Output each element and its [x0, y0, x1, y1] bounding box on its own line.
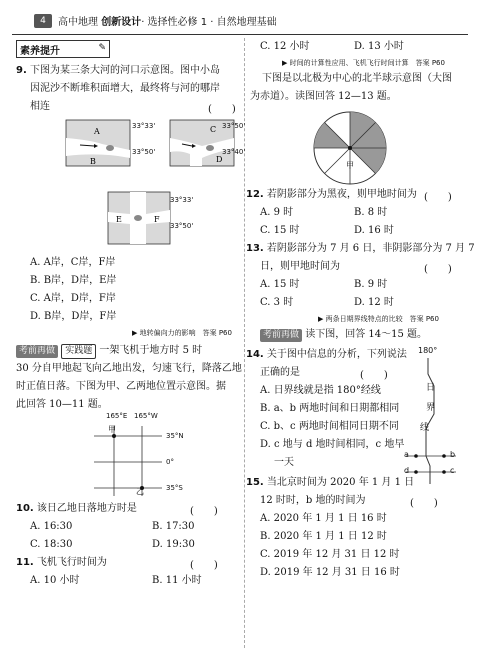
- q9-option-a[interactable]: A. A岸，C岸，F岸: [30, 257, 116, 268]
- q15-line2: 12 时时，b 地的时间为: [260, 495, 366, 506]
- svg-text:E: E: [116, 215, 122, 224]
- q15-option-b[interactable]: B. 2020 年 1 月 1 日 12 时: [260, 531, 387, 542]
- pie-label-jia: 甲: [346, 161, 354, 170]
- q11-answer-note: ▶ 时间的计算性应用、飞机飞行时间计算 答案 P60: [282, 59, 445, 67]
- q9-option-d[interactable]: D. B岸，D岸，F岸: [30, 311, 117, 322]
- q12-option-d[interactable]: D. 16 时: [354, 225, 394, 236]
- q13-option-d[interactable]: D. 12 时: [354, 297, 394, 308]
- header-text: [58, 13, 277, 28]
- header-subtitle: · 选择性必修 1 · 自然地理基础: [141, 17, 277, 28]
- q14-option-d-cont: 一天: [274, 457, 294, 468]
- dateline-char-1: 日: [426, 383, 436, 393]
- q12-option-b[interactable]: B. 8 时: [354, 207, 388, 218]
- dateline-label-b: b: [450, 450, 456, 459]
- q11-option-b[interactable]: B. 11 小时: [152, 575, 202, 586]
- q14-option-d[interactable]: D. c 地与 d 地时间相同，c 地早: [260, 439, 405, 450]
- q13-line1: 13. 若阴影部分为 7 月 6 日，非阴影部分为 7 月 7: [246, 243, 475, 254]
- q15-number: 15.: [246, 477, 264, 488]
- map-lon-165w: 165°W: [134, 412, 158, 420]
- q9-line3: 相连: [30, 101, 50, 112]
- exam-intro-line2: 30 分自甲地起飞向乙地出发，匀速飞行，降落乙地: [16, 363, 242, 374]
- map-label-jia: 甲: [108, 425, 116, 434]
- q9-number: 9.: [16, 65, 27, 76]
- north-pole-diagram: [310, 108, 390, 188]
- dateline-label-a: a: [404, 450, 409, 459]
- q13-option-c[interactable]: C. 3 时: [260, 297, 294, 308]
- svg-text:F: F: [154, 215, 160, 224]
- q14-number: 14.: [246, 349, 264, 360]
- q14-line1: 14. 关于图中信息的分析，下列说法: [246, 349, 407, 360]
- section-title: 素养提升 ✎: [16, 40, 110, 58]
- q10-number: 10.: [16, 503, 34, 514]
- intro2-line2: 为赤道）。读图回答 12—13 题。: [250, 91, 397, 102]
- q10-option-a[interactable]: A. 16:30: [30, 521, 73, 532]
- dateline-180-label: 180°: [418, 346, 438, 355]
- exam-intro-line1: 考前再做 实践题 一架飞机于地方时 5 时: [16, 342, 202, 360]
- q11-line: 11. 飞机飞行时间为: [16, 557, 107, 568]
- q15-option-a[interactable]: A. 2020 年 1 月 1 日 16 时: [260, 513, 387, 524]
- q10-answer-paren: ( ): [190, 506, 218, 517]
- q11-answer-paren: ( ): [190, 560, 218, 571]
- q15-line1: 15. 当北京时间为 2020 年 1 月 1 日: [246, 477, 415, 488]
- exam-tag-2: 考前再做: [260, 329, 302, 342]
- svg-text:A: A: [94, 127, 100, 136]
- svg-text:B: B: [90, 157, 96, 166]
- q10-option-c[interactable]: C. 18:30: [30, 539, 73, 550]
- q14-option-c[interactable]: C. b、c 两地时间相同日期不同: [260, 421, 399, 432]
- exam-intro-line3: 时正值日落。下图为甲、乙两地位置示意图。据: [16, 381, 226, 392]
- q12-answer-paren: ( ): [424, 192, 452, 203]
- q15-option-d[interactable]: D. 2019 年 12 月 31 日 16 时: [260, 567, 400, 578]
- fig3-lat-label: 33°33': [170, 196, 194, 204]
- fig3-lat-label-2: 33°50': [170, 222, 194, 230]
- river-mouth-diagram: [60, 118, 240, 258]
- map-lat-0: 0°: [166, 458, 174, 466]
- q11-option-c[interactable]: C. 12 小时: [260, 41, 310, 52]
- q11-option-d[interactable]: D. 13 小时: [354, 41, 404, 52]
- q13-line2: 日，则甲地时间为: [260, 261, 340, 272]
- q10-option-d[interactable]: D. 19:30: [152, 539, 195, 550]
- intro3-line: 考前再做 读下图，回答 14～15 题。: [260, 326, 427, 344]
- practice-tag: 实践题: [61, 344, 96, 359]
- q13-answer-note: ▶ 两条日期界线特点的比较 答案 P60: [318, 315, 439, 323]
- q9-answer-note: ▶ 地转偏向力的影响 答案 P60: [132, 329, 232, 337]
- q10-line: 10. 该日乙地日落地方时是: [16, 503, 137, 514]
- fig1-lat-label-2: 33°50': [132, 148, 156, 156]
- q13-option-a[interactable]: A. 15 时: [260, 279, 300, 290]
- q14-line2: 正确的是: [260, 367, 300, 378]
- pencil-icon: ✎: [98, 43, 106, 53]
- dateline-char-3: 线: [420, 423, 430, 433]
- dateline-char-2: 界: [426, 403, 436, 413]
- q9-option-c[interactable]: C. A岸，D岸，F岸: [30, 293, 116, 304]
- map-label-yi: 乙: [136, 487, 144, 496]
- page-header: [12, 10, 468, 35]
- q14-option-a[interactable]: A. 日界线就是指 180°经线: [260, 385, 381, 396]
- dateline-label-c: c: [450, 466, 455, 475]
- map-lat-35n: 35°N: [166, 432, 184, 440]
- header-brand: 创新设计: [101, 17, 142, 28]
- q14-answer-paren: ( ): [360, 370, 388, 381]
- dateline-label-d: d: [404, 466, 410, 475]
- q9-option-b[interactable]: B. B岸，D岸，E岸: [30, 275, 117, 286]
- map-lon-165e: 165°E: [106, 412, 128, 420]
- q12-option-a[interactable]: A. 9 时: [260, 207, 294, 218]
- page-number: 4: [34, 14, 52, 28]
- q9-answer-paren: ( ): [208, 104, 236, 115]
- intro2-line1: 下图是以北极为中心的北半球示意图（大图: [262, 73, 452, 84]
- exam-tag: 考前再做: [16, 345, 58, 358]
- q13-answer-paren: ( ): [424, 264, 452, 275]
- q11-option-a[interactable]: A. 10 小时: [30, 575, 80, 586]
- q15-option-c[interactable]: C. 2019 年 12 月 31 日 12 时: [260, 549, 400, 560]
- q10-option-b[interactable]: B. 17:30: [152, 521, 195, 532]
- header-series: 高中地理: [58, 17, 98, 28]
- q11-number: 11.: [16, 557, 34, 568]
- q13-option-b[interactable]: B. 9 时: [354, 279, 388, 290]
- q15-answer-paren: ( ): [410, 498, 438, 509]
- fig2-lat-label-2: 33°40': [222, 148, 246, 156]
- q9-line2: 因泥沙不断堆积面增大，最终将与河的哪岸: [30, 83, 220, 94]
- svg-text:D: D: [216, 155, 223, 164]
- q13-number: 13.: [246, 243, 264, 254]
- q9-line1: 9. 下图为某三条大河的河口示意图。图中小岛: [16, 65, 220, 76]
- fig1-lat-label: 33°33': [132, 122, 156, 130]
- q14-option-b[interactable]: B. a、b 两地时间和日期都相同: [260, 403, 400, 414]
- date-line-diagram: [400, 344, 460, 484]
- svg-text:C: C: [210, 125, 217, 134]
- fig2-lat-label: 33°50': [222, 122, 246, 130]
- q12-line: 12. 若阴影部分为黑夜，则甲地时间为: [246, 189, 417, 200]
- exam-intro-line4: 此回答 10—11 题。: [16, 399, 108, 410]
- map-lat-35s: 35°S: [166, 484, 183, 492]
- q12-number: 12.: [246, 189, 264, 200]
- q12-option-c[interactable]: C. 15 时: [260, 225, 300, 236]
